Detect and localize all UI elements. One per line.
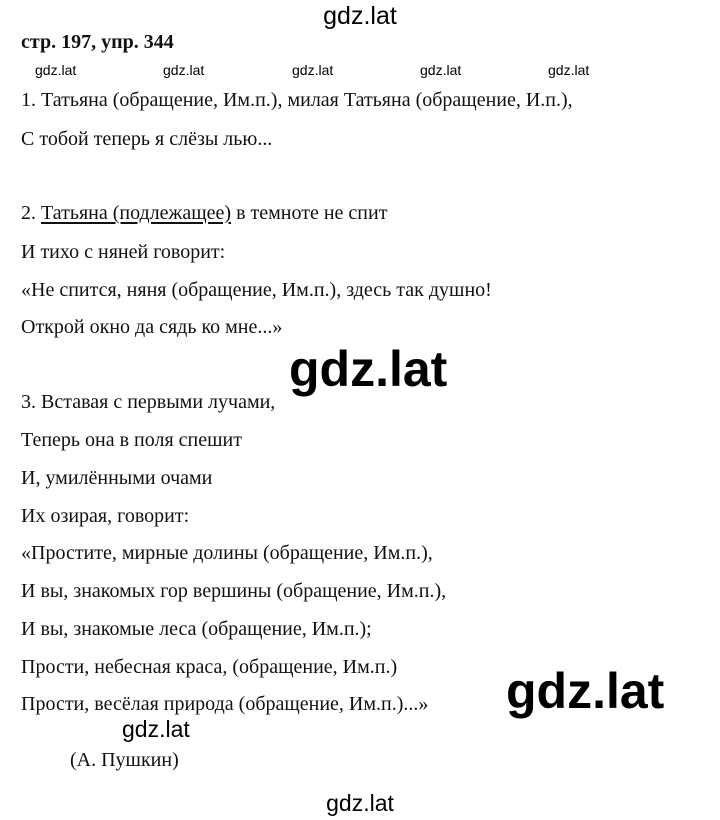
text-line: С тобой теперь я слёзы лью... — [21, 128, 273, 150]
watermark-large: gdz.lat — [289, 341, 448, 397]
line-number: 2. — [21, 202, 41, 224]
text-line: Их озирая, говорит: — [21, 505, 190, 527]
watermark-small: gdz.lat — [163, 62, 205, 78]
text-line: И вы, знакомые леса (обращение, Им.п.); — [21, 618, 372, 640]
watermark-medium: gdz.lat — [122, 716, 190, 742]
text-line-with-subject — [21, 201, 387, 225]
author-attribution: (А. Пушкин) — [70, 749, 179, 771]
text-line: И тихо с няней говорит: — [21, 241, 226, 263]
text-line: И вы, знакомых гор вершины (обращение, Им.п.), — [21, 580, 447, 602]
watermark-bottom: gdz.lat — [326, 790, 394, 816]
text-line: Прости, небесная краса, (обращение, Им.п.) — [21, 656, 398, 678]
line-rest: в темноте не спит — [231, 202, 388, 224]
underlined-subject: Татьяна (подлежащее) — [41, 202, 232, 224]
text-line: И, умилёнными очами — [21, 467, 213, 489]
text-line: Открой окно да сядь ко мне...» — [21, 316, 283, 338]
exercise-heading: стр. 197, упр. 344 — [21, 31, 174, 53]
text-line: 3. Вставая с первыми лучами, — [21, 391, 276, 413]
watermark-top: gdz.lat — [323, 2, 397, 30]
watermark-small: gdz.lat — [292, 62, 334, 78]
text-line: Теперь она в поля спешит — [21, 429, 242, 451]
text-line: «Не спится, няня (обращение, Им.п.), здесь так душно! — [21, 279, 492, 301]
text-line: «Простите, мирные долины (обращение, Им.п.), — [21, 542, 433, 564]
text-line: 1. Татьяна (обращение, Им.п.), милая Татьяна (обращение, И.п.), — [21, 89, 573, 111]
watermark-small: gdz.lat — [35, 62, 77, 78]
text-line: Прости, весёлая природа (обращение, Им.п.)...» — [21, 693, 429, 715]
watermark-small: gdz.lat — [548, 62, 590, 78]
watermark-large: gdz.lat — [506, 663, 665, 719]
watermark-small: gdz.lat — [420, 62, 462, 78]
